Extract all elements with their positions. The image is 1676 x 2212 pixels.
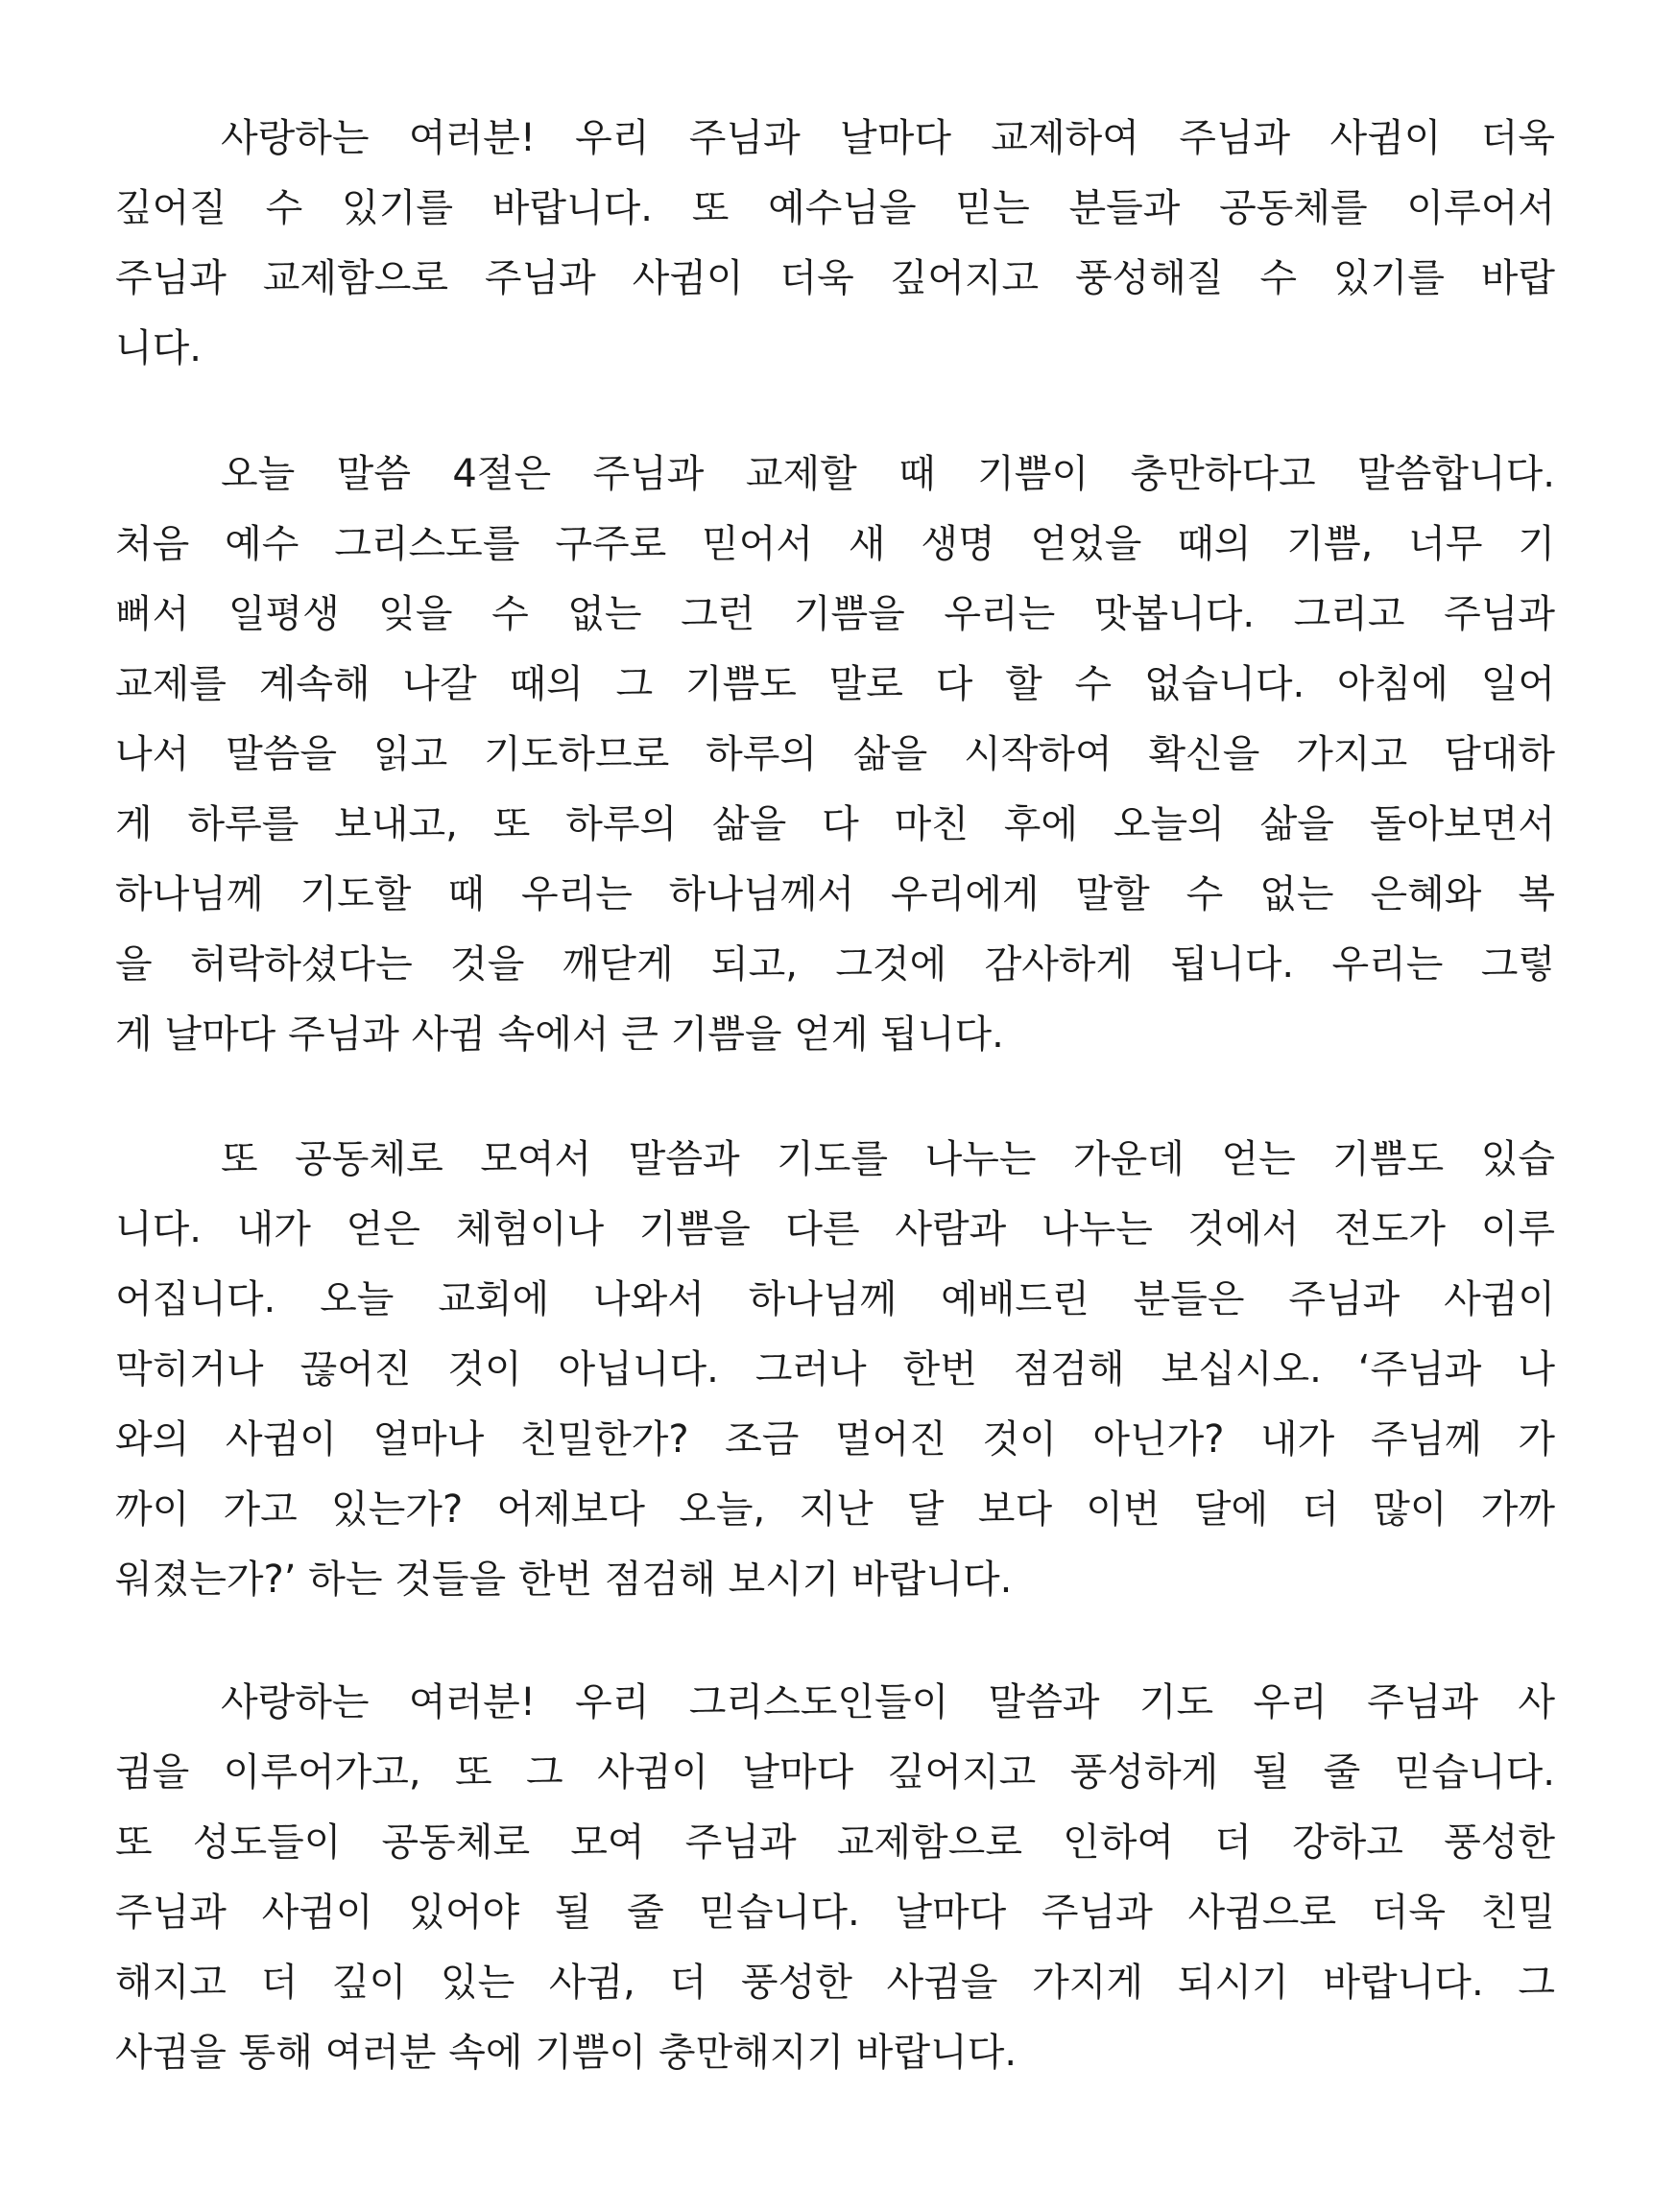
- paragraph-line: 사귐을 통해 여러분 속에 기쁨이 충만해지기 바랍니다.: [115, 2031, 1018, 2075]
- paragraph-line: 게 하루를 보내고, 또 하루의 삶을 다 마친 후에 오늘의 삶을 돌아보면서: [115, 802, 1555, 846]
- paragraph-line: 어집니다. 오늘 교회에 나와서 하나님께 예배드린 분들은 주님과 사귐이: [115, 1277, 1555, 1321]
- paragraph-line: 을 허락하셨다는 것을 깨닫게 되고, 그것에 감사하게 됩니다. 우리는 그렇: [115, 942, 1555, 987]
- paragraph-line: 까이 가고 있는가? 어제보다 오늘, 지난 달 보다 이번 달에 더 많이 가까: [115, 1487, 1555, 1532]
- paragraph-line: 깊어질 수 있기를 바랍니다. 또 예수님을 믿는 분들과 공동체를 이루어서: [115, 186, 1555, 230]
- paragraph-line: 니다.: [115, 326, 202, 370]
- paragraph-line: 귐을 이루어가고, 또 그 사귐이 날마다 깊어지고 풍성하게 될 줄 믿습니다.: [115, 1750, 1555, 1795]
- paragraph-2: [115, 440, 1555, 1070]
- paragraph-3: [115, 1125, 1555, 1615]
- paragraph-line: 와의 사귐이 얼마나 친밀한가? 조금 멀어진 것이 아닌가? 내가 주님께 가: [115, 1417, 1555, 1462]
- paragraph-line: 나서 말씀을 읽고 기도하므로 하루의 삶을 시작하여 확신을 가지고 담대하: [115, 732, 1555, 776]
- paragraph-line: 주님과 사귐이 있어야 될 줄 믿습니다. 날마다 주님과 사귐으로 더욱 친밀: [115, 1891, 1555, 1935]
- paragraph-line: 사랑하는 여러분! 우리 그리스도인들이 말씀과 기도 우리 주님과 사: [221, 1680, 1555, 1724]
- paragraph-line: 사랑하는 여러분! 우리 주님과 날마다 교제하여 주님과 사귐이 더욱: [221, 116, 1555, 160]
- paragraph-line: 또 성도들이 공동체로 모여 주님과 교제함으로 인하여 더 강하고 풍성한: [115, 1820, 1555, 1865]
- paragraph-line: 워졌는가?’ 하는 것들을 한번 점검해 보시기 바랍니다.: [115, 1558, 1013, 1602]
- paragraph-line: 주님과 교제함으로 주님과 사귐이 더욱 깊어지고 풍성해질 수 있기를 바랍: [115, 256, 1555, 300]
- paragraph-line: 게 날마다 주님과 사귐 속에서 큰 기쁨을 얻게 됩니다.: [115, 1012, 1004, 1057]
- paragraph-line: 막히거나 끊어진 것이 아닙니다. 그러나 한번 점검해 보십시오. ‘주님과 나: [115, 1347, 1555, 1391]
- paragraph-line: 오늘 말씀 4절은 주님과 교제할 때 기쁨이 충만하다고 말씀합니다.: [221, 452, 1555, 496]
- paragraph-line: 하나님께 기도할 때 우리는 하나님께서 우리에게 말할 수 없는 은혜와 복: [115, 872, 1555, 916]
- paragraph-line: 뻐서 일평생 잊을 수 없는 그런 기쁨을 우리는 맛봅니다. 그리고 주님과: [115, 592, 1555, 636]
- paragraph-4: [115, 1668, 1555, 2088]
- paragraph-line: 해지고 더 깊이 있는 사귐, 더 풍성한 사귐을 가지게 되시기 바랍니다. 그: [115, 1961, 1555, 2005]
- paragraph-1: [115, 104, 1555, 384]
- paragraph-line: 니다. 내가 얻은 체험이나 기쁨을 다른 사람과 나누는 것에서 전도가 이루: [115, 1207, 1555, 1251]
- paragraph-line: 교제를 계속해 나갈 때의 그 기쁨도 말로 다 할 수 없습니다. 아침에 일어: [115, 662, 1555, 706]
- paragraph-line: 또 공동체로 모여서 말씀과 기도를 나누는 가운데 얻는 기쁨도 있습: [221, 1137, 1555, 1181]
- paragraph-line: 처음 예수 그리스도를 구주로 믿어서 새 생명 얻었을 때의 기쁨, 너무 기: [115, 522, 1555, 566]
